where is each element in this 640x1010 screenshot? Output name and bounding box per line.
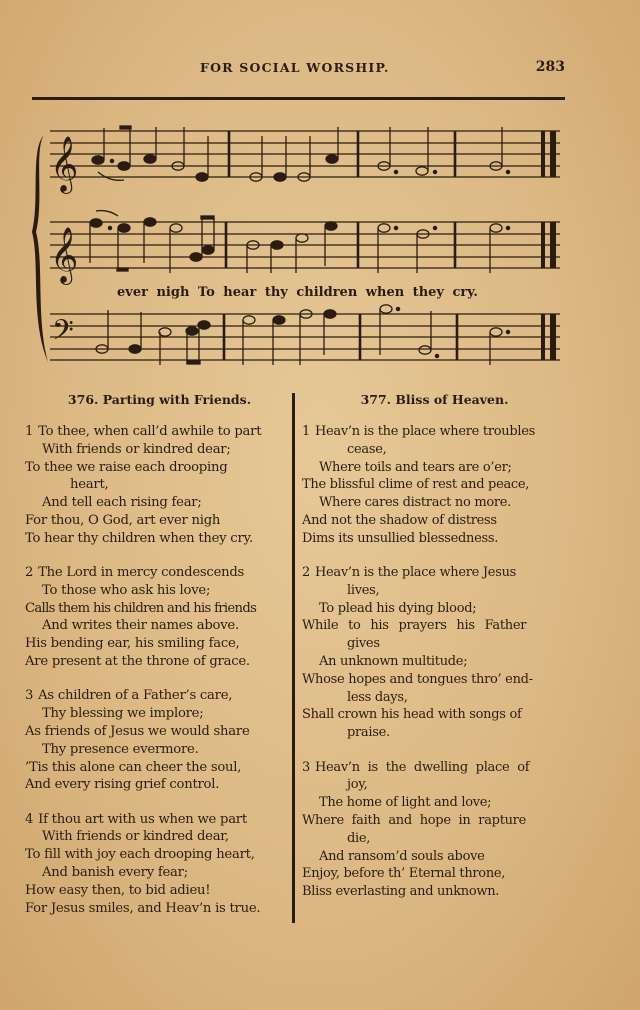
verse-line: To those who ask his love; [42,582,211,598]
verse-line: The Lord in mercy condescends [38,565,245,581]
running-head [30,60,565,80]
verse-line: As children of a Father’s care, [38,688,233,704]
verse-line: To fill with joy each drooping heart, [25,847,255,863]
verse-line: Shall crown his head with songs of [302,707,522,723]
verse-line: Calls them his children and his friends [25,600,257,616]
verse-line: less days, [347,689,408,705]
stanza-3 [25,687,290,794]
verse-line: If thou art with us when we part [38,811,247,827]
verse-line: And writes their names above. [42,618,239,634]
verse-line: gives [347,636,380,652]
verse-line: The home of light and love; [319,795,492,811]
verse-line: joy, [347,777,368,793]
stanza-3 [302,759,567,901]
stanza-number: 1 [25,424,34,439]
verse-line: As friends of Jesus we would share [25,723,250,739]
verse-line: The blissful clime of rest and peace, [302,477,530,493]
stanza-1 [302,423,567,548]
verse-line: And not the shadow of distress [302,512,497,528]
verse-line: And tell each rising fear; [42,495,202,511]
verse-line: die, [347,830,371,846]
verse-line: praise. [347,725,390,741]
verse-line: To hear thy children when they cry. [25,530,253,546]
music-staves-graphic [0,100,640,370]
verse-line: Where cares distract no more. [319,495,512,511]
stanza-number: 4 [25,811,34,827]
verse-line: cease, [347,441,387,457]
verse-line: Bliss everlasting and unknown. [302,884,500,900]
verse-line: Are present at the throne of grace. [25,654,250,670]
music-score [0,100,640,370]
running-title: FOR SOCIAL WORSHIP. [200,60,390,75]
hymn-377 [302,392,567,917]
stanza-2 [302,564,567,742]
page-number: 283 [535,59,565,75]
verse-line: Thy presence evermore. [42,741,199,757]
verse-line: To thee, when call’d awhile to part [38,424,262,439]
hymn-title: 376. Parting with Friends. [67,392,252,407]
verse-line: Heav’n is the dwelling place of [314,759,530,775]
verse-line: Heav’n is the place where troubles [314,424,535,439]
verse-line: His bending ear, his smiling face, [25,636,240,652]
verse-line: Thy blessing we implore; [42,706,204,722]
stanza-number: 2 [302,565,310,581]
svg-text:𝄞: 𝄞 [50,227,79,283]
svg-text:𝄢: 𝄢 [52,314,74,354]
verse-line: And banish every fear; [42,865,188,881]
stanza-2 [25,564,290,671]
stanza-4 [25,811,290,918]
verse-line: lives, [347,582,380,598]
svg-text:𝄞: 𝄞 [50,136,79,192]
column-divider [292,393,295,923]
verse-line: For thou, O God, art ever nigh [25,512,221,528]
stanza-number: 2 [25,565,34,581]
verse-line: And ransom’d souls above [319,848,485,864]
verse-line: heart, [70,477,109,493]
verse-line: Enjoy, before th’ Eternal throne, [302,866,506,882]
stanza-number: 3 [302,759,310,775]
verse-line: ’Tis this alone can cheer the soul, [25,759,242,775]
verse-line: To plead his dying blood; [319,600,477,616]
verse-line: And every rising grief control. [25,777,220,793]
stanza-number: 3 [25,688,34,704]
stanza-1 [25,423,290,548]
hymn-title: 377. Bliss of Heaven. [360,392,509,407]
verse-line: For Jesus smiles, and Heav’n is true. [25,900,261,916]
verse-line: Whose hopes and tongues thro’ end- [302,671,533,687]
verse-line: How easy then, to bid adieu! [25,882,211,898]
stanza-number: 1 [302,424,310,439]
verse-line: An unknown multitude; [319,654,468,670]
verse-line: While to his prayers his Father [302,618,527,634]
hymn-376 [25,392,290,934]
verse-line: Where faith and hope in rapture [302,812,526,828]
verse-line: To thee we raise each drooping [25,459,228,475]
music-lyric-line: ever nigh To hear thy children when they cry. [117,285,478,300]
verse-line: Where toils and tears are o’er; [319,459,512,475]
verse-line: Dims its unsullied blessedness. [302,530,499,546]
verse-line: With friends or kindred dear; [42,441,231,457]
verse-line: With friends or kindred dear, [42,829,229,845]
verse-line: Heav’n is the place where Jesus [314,565,517,581]
